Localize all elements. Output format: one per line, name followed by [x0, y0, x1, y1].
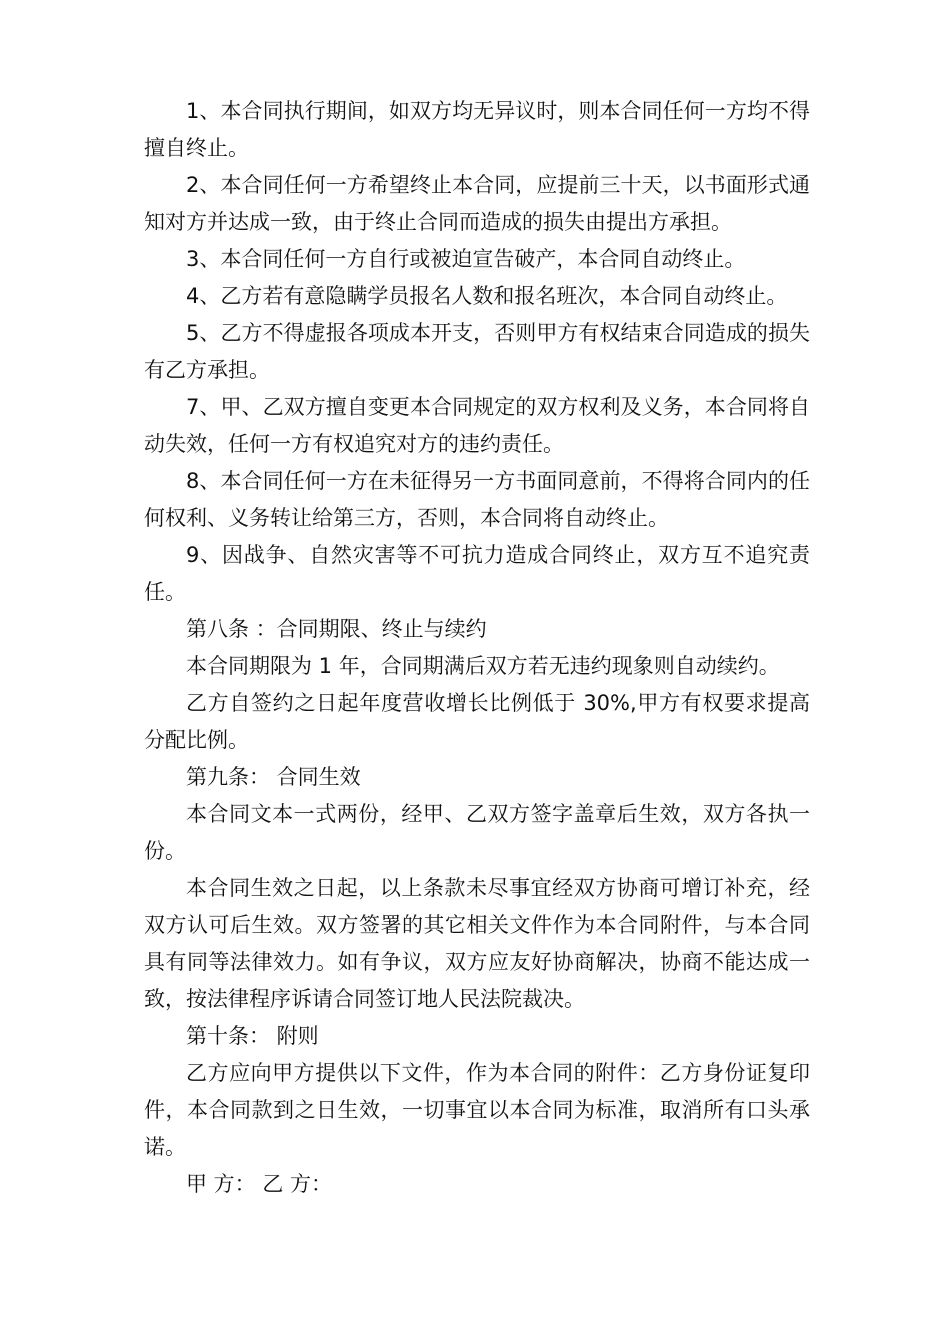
document-body	[144, 93, 810, 1203]
section-8-title: 第八条 ：合同期限、终止与续约	[186, 617, 487, 641]
clause-9: 9、因战争、自然灾害等不可抗力造成合同终止，双方互不追究责任。	[144, 543, 810, 604]
clause-3: 3、本合同任何一方自行或被迫宣告破产，本合同自动终止。	[186, 247, 746, 271]
clause-5: 5、乙方不得虚报各项成本开支，否则甲方有权结束合同造成的损失有乙方承担。	[144, 321, 810, 382]
section-10-attachments: 乙方应向甲方提供以下文件，作为本合同的附件：乙方身份证复印件，本合同款到之日生效，一切事宜以本合同为标准，取消所有口头承诺。	[144, 1061, 810, 1159]
clause-1: 1、本合同执行期间，如双方均无异议时，则本合同任何一方均不得擅自终止。	[144, 99, 810, 160]
section-10-title: 第十条： 附则	[186, 1024, 319, 1048]
clause-4: 4、乙方若有意隐瞒学员报名人数和报名班次，本合同自动终止。	[186, 284, 788, 308]
signature-line: 甲 方： 乙 方：	[186, 1172, 333, 1196]
section-8-term: 本合同期限为 1 年，合同期满后双方若无违约现象则自动续约。	[186, 654, 780, 678]
section-8-growth: 乙方自签约之日起年度营收增长比例低于 30%,甲方有权要求提高分配比例。	[144, 691, 810, 752]
section-9-copies: 本合同文本一式两份，经甲、乙双方签字盖章后生效，双方各执一份。	[144, 802, 810, 863]
section-9-title: 第九条： 合同生效	[186, 765, 361, 789]
section-9-effect: 本合同生效之日起，以上条款未尽事宜经双方协商可增订补充，经双方认可后生效。双方签署的其它相关文件作为本合同附件，与本合同具有同等法律效力。如有争议，双方应友好协商解决，协商不能达成一致，按法律程序诉请合同签订地人民法院裁决。	[144, 876, 810, 1011]
clause-8: 8、本合同任何一方在未征得另一方书面同意前，不得将合同内的任何权利、义务转让给第三方，否则，本合同将自动终止。	[144, 469, 810, 530]
clause-2: 2、本合同任何一方希望终止本合同，应提前三十天，以书面形式通知对方并达成一致，由于终止合同而造成的损失由提出方承担。	[144, 173, 810, 234]
clause-7: 7、甲、乙双方擅自变更本合同规定的双方权利及义务，本合同将自动失效，任何一方有权追究对方的违约责任。	[144, 395, 810, 456]
